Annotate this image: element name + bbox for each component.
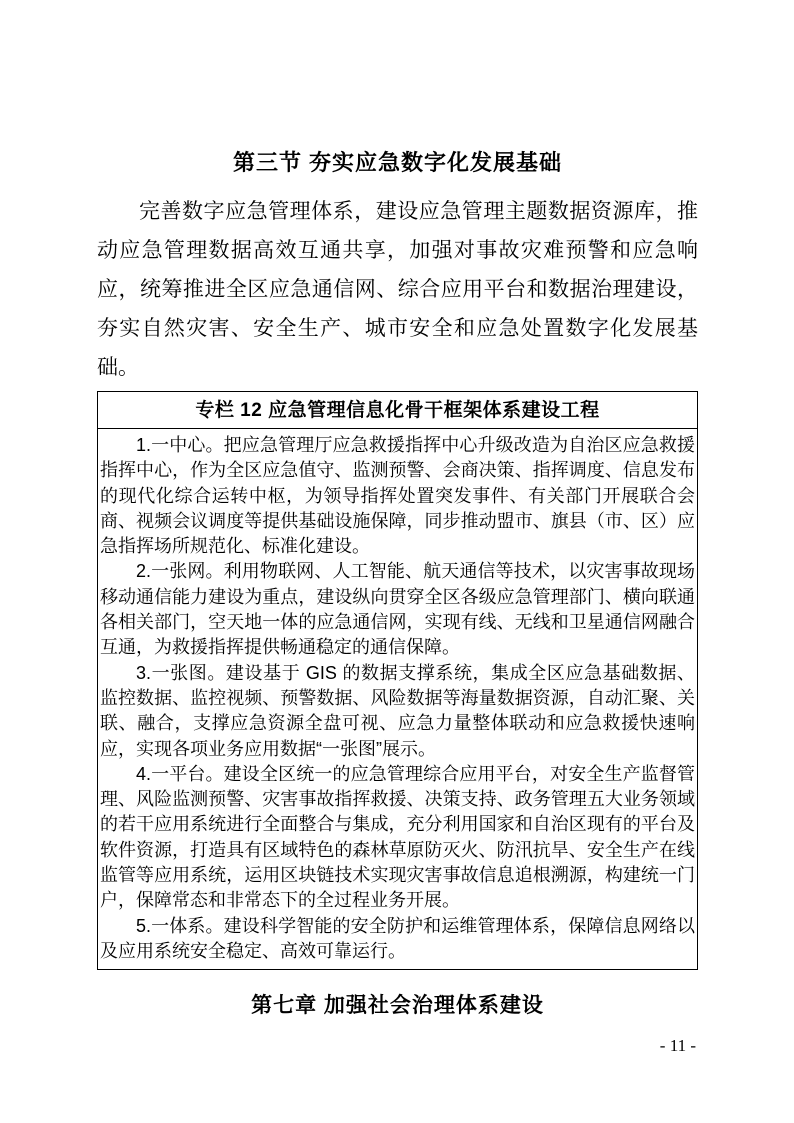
column-box-title: 专栏 12 应急管理信息化骨干框架体系建设工程 xyxy=(98,392,697,429)
column-12-box xyxy=(97,391,698,970)
box-item-2-network: 2.一张网。利用物联网、人工智能、航天通信等技术，以灾害事故现场移动通信能力建设为重点，建设纵向贯穿全区各级应急管理部门、横向联通各相关部门，空天地一体的应急通信网，实现有线、无线和卫星通信网融合互通，为救援指挥提供畅通稳定的通信保障。 xyxy=(100,561,695,658)
page-content xyxy=(97,0,698,1056)
page-number: - 11 - xyxy=(659,1036,696,1056)
section-heading: 第三节 夯实应急数字化发展基础 xyxy=(232,150,563,175)
box-item-3-map: 3.一张图。建设基于 GIS 的数据支撑系统，集成全区应急基础数据、监控数据、监控视频、预警数据、风险数据等海量数据资源，自动汇聚、关联、融合，支撑应急资源全盘可视、应急力量整体联动和应急救援快速响应，实现各项业务应用数据“一张图”展示。 xyxy=(100,662,695,759)
intro-paragraph: 完善数字应急管理体系，建设应急管理主题数据资源库，推动应急管理数据高效互通共享，加强对事故灾难预警和应急响应，统筹推进全区应急通信网、综合应用平台和数据治理建设，夯实自然灾害、安全生产、城市安全和应急处置数字化发展基础。 xyxy=(97,200,698,379)
box-item-5-system: 5.一体系。建设科学智能的安全防护和运维管理体系，保障信息网络以及应用系统安全稳定、高效可靠运行。 xyxy=(100,915,695,961)
box-item-1-center: 1.一中心。把应急管理厅应急救援指挥中心升级改造为自治区应急救援指挥中心，作为全区应急值守、监测预警、会商决策、指挥调度、信息发布的现代化综合运转中枢，为领导指挥处置突发事件、有关部门开展联合会商、视频会议调度等提供基础设施保障，同步推动盟市、旗县（市、区）应急指挥场所规范化、标准化建设。 xyxy=(100,435,695,557)
chapter-heading: 第七章 加强社会治理体系建设 xyxy=(251,994,544,1018)
box-item-4-platform: 4.一平台。建设全区统一的应急管理综合应用平台，对安全生产监督管理、风险监测预警、灾害事故指挥救援、决策支持、政务管理五大业务领域的若干应用系统进行全面整合与集成，充分利用国家和自治区现有的平台及软件资源，打造具有区域特色的森林草原防灭火、防汛抗旱、安全生产在线监管等应用系统，运用区块链技术实现灾害事故信息追根溯源，构建统一门户，保障常态和非常态下的全过程业务开展。 xyxy=(100,763,695,911)
column-box-body xyxy=(98,429,697,969)
